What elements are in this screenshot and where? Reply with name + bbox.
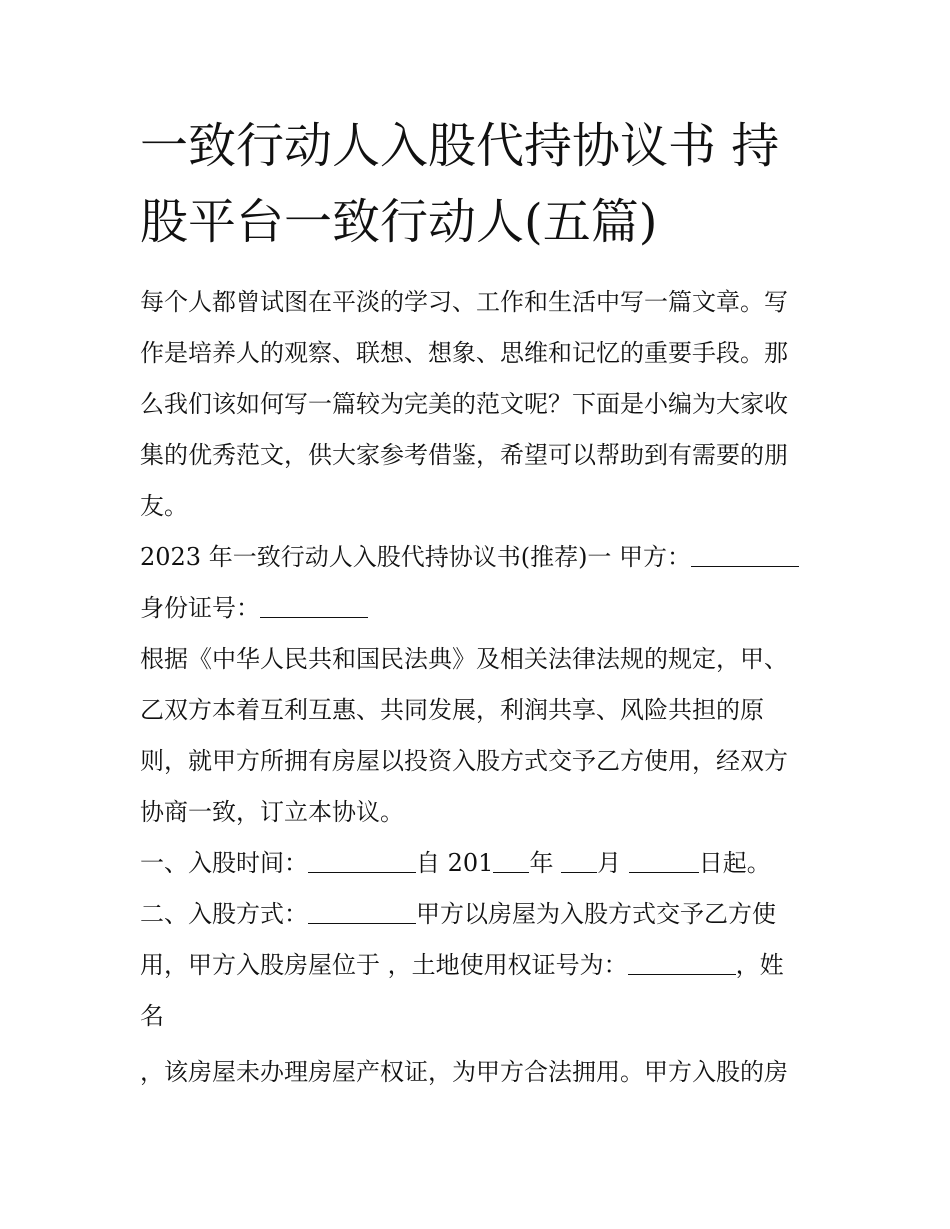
clause-2-line-4: ，该房屋未办理房屋产权证，为甲方合法拥用。甲方入股的房 [140, 1058, 788, 1086]
clause-2-text-a: 甲方以房屋为入股方式交予乙方使 [416, 900, 776, 928]
party-a-blank [691, 542, 799, 567]
clause-2-line-3: 名 [140, 1002, 164, 1030]
intro-line-1: 每个人都曾试图在平淡的学习、工作和生活中写一篇文章。写 [140, 288, 788, 316]
id-number-blank [260, 593, 368, 618]
clause-2-text-b: 用，甲方入股房屋位于 ，土地使用权证号为： [140, 951, 628, 979]
preamble-line-3: 则，就甲方所拥有房屋以投资入股方式交予乙方使用，经双方 [140, 747, 788, 775]
id-number-label: 身份证号： [140, 594, 260, 622]
clause-1-year: 年 [529, 849, 554, 877]
clause-1-from: 自 201 [416, 849, 494, 877]
clause-1-blank [308, 848, 416, 873]
clause-1-line [140, 838, 820, 889]
doc-heading-line [140, 532, 820, 583]
preamble-line-2: 乙双方本着互利互惠、共同发展，利润共享、风险共担的原 [140, 696, 764, 724]
day-blank [629, 848, 699, 873]
preamble-line-4: 协商一致，订立本协议。 [140, 798, 404, 826]
intro-line-4: 集的优秀范文，供大家参考借鉴，希望可以帮助到有需要的朋 [140, 441, 788, 469]
year-blank [493, 848, 529, 873]
clause-1-label: 一、入股时间： [140, 849, 308, 877]
doc-heading: 2023 年一致行动人入股代持协议书(推荐)一 甲方： [140, 543, 692, 571]
clause-1-day-suffix: 日起。 [698, 849, 771, 877]
title-line-1: 一致行动人入股代持协议书 持 [140, 118, 780, 174]
document-title [140, 108, 820, 260]
month-blank [561, 848, 597, 873]
id-number-line [140, 583, 820, 634]
intro-line-3: 么我们该如何写一篇较为完美的范文呢？下面是小编为大家收 [140, 390, 788, 418]
preamble-line-1: 根据《中华人民共和国民法典》及相关法律法规的规定，甲、 [140, 645, 788, 673]
intro-line-2: 作是培养人的观察、联想、想象、思维和记忆的重要手段。那 [140, 339, 788, 367]
clause-2-line-2 [140, 940, 820, 991]
clause-1-month: 月 [597, 849, 622, 877]
title-line-2: 股平台一致行动人(五篇) [140, 194, 658, 250]
clause-2-text-c: ，姓 [735, 951, 784, 979]
clause-2-blank [308, 899, 416, 924]
document-body [140, 277, 820, 1098]
clause-2-label: 二、入股方式： [140, 900, 308, 928]
intro-line-5: 友。 [140, 492, 188, 520]
clause-2-line-1 [140, 889, 820, 940]
land-cert-blank [628, 950, 736, 975]
